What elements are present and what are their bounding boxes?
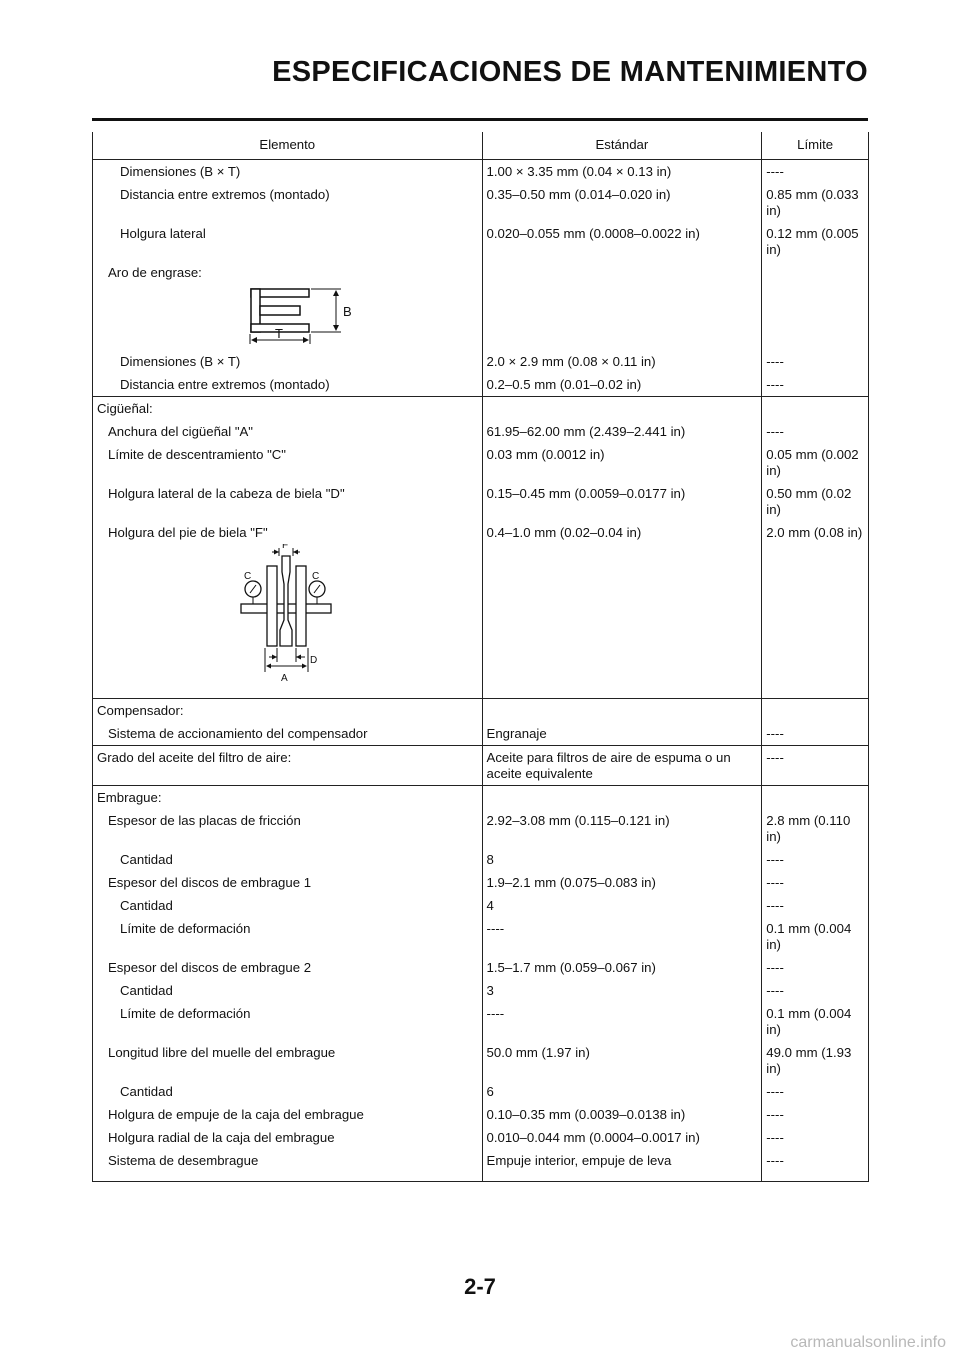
- row-limit: ----: [766, 898, 784, 913]
- row-element: Distancia entre extremos (montado): [93, 183, 483, 222]
- crankshaft-diagram: [93, 544, 468, 694]
- row-standard: 2.0 × 2.9 mm (0.08 × 0.11 in): [482, 350, 762, 373]
- row-standard: 4: [482, 894, 762, 917]
- table-row: [93, 1149, 869, 1182]
- table-row: [93, 350, 869, 373]
- table-row: [93, 894, 869, 917]
- figure-row: [93, 284, 869, 350]
- row-standard: 0.010–0.044 mm (0.0004–0.0017 in): [482, 1126, 762, 1149]
- section-heading: Grado del aceite del filtro de aire:: [93, 746, 483, 786]
- row-element: Anchura del cigüeñal "A": [93, 420, 483, 443]
- table-header: [93, 132, 869, 160]
- crank-figure-cell: [93, 544, 483, 699]
- row-standard: 6: [482, 1080, 762, 1103]
- header-limit: Límite: [762, 132, 869, 160]
- table-row: [93, 482, 869, 521]
- row-element: Aro de engrase:: [93, 261, 483, 284]
- table-row: [93, 979, 869, 1002]
- row-standard: 0.10–0.35 mm (0.0039–0.0138 in): [482, 1103, 762, 1126]
- row-standard: 8: [482, 848, 762, 871]
- row-limit: ----: [766, 1153, 784, 1168]
- table-row: [93, 1103, 869, 1126]
- row-standard: [482, 261, 762, 284]
- row-standard: 1.00 × 3.35 mm (0.04 × 0.13 in): [482, 160, 762, 184]
- label-c-right: C: [312, 571, 320, 582]
- row-standard: 1.9–2.1 mm (0.075–0.083 in): [482, 871, 762, 894]
- row-limit: ----: [766, 1107, 784, 1122]
- row-standard: 61.95–62.00 mm (2.439–2.441 in): [482, 420, 762, 443]
- row-element: Sistema de desembrague: [93, 1149, 483, 1182]
- row-limit: ----: [762, 746, 869, 786]
- title-rule: [92, 118, 868, 121]
- row-limit: 0.1 mm (0.004 in): [766, 1006, 852, 1037]
- row-element: Límite de deformación: [93, 917, 483, 956]
- section-heading: Compensador:: [93, 699, 483, 723]
- row-standard: 2.92–3.08 mm (0.115–0.121 in): [482, 809, 762, 848]
- table-row: [93, 160, 869, 184]
- row-limit: 0.1 mm (0.004 in): [766, 921, 852, 952]
- section-heading: Embrague:: [93, 786, 483, 810]
- row-element: Dimensiones (B × T): [93, 350, 483, 373]
- row-limit: ----: [766, 983, 784, 998]
- oil-ring-diagram: [93, 284, 468, 346]
- section-heading: Cigüeñal:: [93, 397, 483, 421]
- header-standard: Estándar: [482, 132, 762, 160]
- row-element: Cantidad: [93, 894, 483, 917]
- spec-table: [92, 132, 869, 1182]
- watermark: carmanualsonline.info: [790, 1334, 946, 1351]
- row-standard: 0.020–0.055 mm (0.0008–0.0022 in): [482, 222, 762, 261]
- row-element: Holgura radial de la caja del embrague: [93, 1126, 483, 1149]
- row-standard: Aceite para filtros de aire de espuma o un aceite equivalente: [482, 746, 762, 786]
- row-element: Cantidad: [93, 848, 483, 871]
- crank-web-right: [296, 566, 306, 646]
- oil-ring-spacer: [260, 306, 300, 315]
- row-element: Límite de deformación: [93, 1002, 483, 1041]
- row-element: Espesor de las placas de fricción: [93, 809, 483, 848]
- row-standard: 0.03 mm (0.0012 in): [482, 443, 762, 482]
- row-limit: 49.0 mm (1.93 in): [766, 1045, 852, 1076]
- table-row: [93, 397, 869, 421]
- row-limit: ----: [766, 1130, 784, 1145]
- row-limit: ----: [766, 164, 784, 179]
- row-standard: 0.4–1.0 mm (0.02–0.04 in): [482, 521, 762, 544]
- row-element: Holgura de empuje de la caja del embrague: [93, 1103, 483, 1126]
- row-standard: 0.2–0.5 mm (0.01–0.02 in): [482, 373, 762, 397]
- connecting-rod: [280, 556, 292, 646]
- row-limit: ----: [766, 852, 784, 867]
- crank-web-left: [267, 566, 277, 646]
- row-standard: 0.15–0.45 mm (0.0059–0.0177 in): [482, 482, 762, 521]
- label-f: F: [282, 544, 289, 551]
- row-limit: ----: [766, 354, 784, 369]
- label-t: T: [275, 326, 283, 341]
- table-row: [93, 1002, 869, 1041]
- table-row: [93, 956, 869, 979]
- table-row: [93, 871, 869, 894]
- label-c-left: C: [244, 571, 252, 582]
- figure-row: [93, 544, 869, 699]
- row-element: Holgura del pie de biela "F": [93, 521, 483, 544]
- table-row: [93, 809, 869, 848]
- row-limit: 2.8 mm (0.110 in): [766, 813, 851, 844]
- row-standard: 3: [482, 979, 762, 1002]
- row-limit: 0.85 mm (0.033 in): [766, 187, 859, 218]
- row-standard: Engranaje: [482, 722, 762, 746]
- row-standard: ----: [482, 917, 762, 956]
- table-row: [93, 1080, 869, 1103]
- table-row: [93, 722, 869, 746]
- row-standard: 50.0 mm (1.97 in): [482, 1041, 762, 1080]
- table-row: [93, 222, 869, 261]
- row-element: Espesor del discos de embrague 1: [93, 871, 483, 894]
- table-row: [93, 521, 869, 544]
- row-limit: ----: [766, 875, 784, 890]
- row-element: Cantidad: [93, 979, 483, 1002]
- table-row: [93, 746, 869, 786]
- table-row: [93, 261, 869, 284]
- row-standard: 0.35–0.50 mm (0.014–0.020 in): [482, 183, 762, 222]
- row-element: Espesor del discos de embrague 2: [93, 956, 483, 979]
- row-element: Cantidad: [93, 1080, 483, 1103]
- row-limit: 0.12 mm (0.005 in): [766, 226, 859, 257]
- table-row: [93, 443, 869, 482]
- row-limit: ----: [766, 960, 784, 975]
- row-limit: ----: [766, 1084, 784, 1099]
- label-b: B: [343, 304, 352, 319]
- row-standard: 1.5–1.7 mm (0.059–0.067 in): [482, 956, 762, 979]
- row-limit: 0.05 mm (0.002 in): [766, 447, 859, 478]
- table-row: [93, 420, 869, 443]
- row-limit: [762, 261, 869, 284]
- table-row: [93, 917, 869, 956]
- row-limit: ----: [766, 424, 784, 439]
- table-row: [93, 1041, 869, 1080]
- label-d: D: [310, 655, 318, 666]
- row-limit: ----: [766, 726, 784, 741]
- page-title: ESPECIFICACIONES DE MANTENIMIENTO: [272, 56, 868, 88]
- row-element: Holgura lateral de la cabeza de biela "D": [93, 482, 483, 521]
- row-limit: 0.50 mm (0.02 in): [766, 486, 852, 517]
- row-element: Distancia entre extremos (montado): [93, 373, 483, 397]
- header-element: Elemento: [93, 132, 483, 160]
- table-row: [93, 1126, 869, 1149]
- oil-ring-figure-cell: [93, 284, 483, 350]
- row-limit: 2.0 mm (0.08 in): [766, 525, 863, 540]
- row-limit: ----: [766, 377, 784, 392]
- row-element: Sistema de accionamiento del compensador: [93, 722, 483, 746]
- row-element: Límite de descentramiento "C": [93, 443, 483, 482]
- table-row: [93, 848, 869, 871]
- table-row: [93, 183, 869, 222]
- row-element: Dimensiones (B × T): [93, 160, 483, 184]
- row-standard: ----: [482, 1002, 762, 1041]
- row-element: Longitud libre del muelle del embrague: [93, 1041, 483, 1080]
- page-number: 2-7: [464, 1274, 496, 1299]
- label-a: A: [281, 673, 288, 684]
- row-element: Holgura lateral: [93, 222, 483, 261]
- row-standard: Empuje interior, empuje de leva: [482, 1149, 762, 1182]
- table-row: [93, 373, 869, 397]
- table-row: [93, 786, 869, 810]
- table-row: [93, 699, 869, 723]
